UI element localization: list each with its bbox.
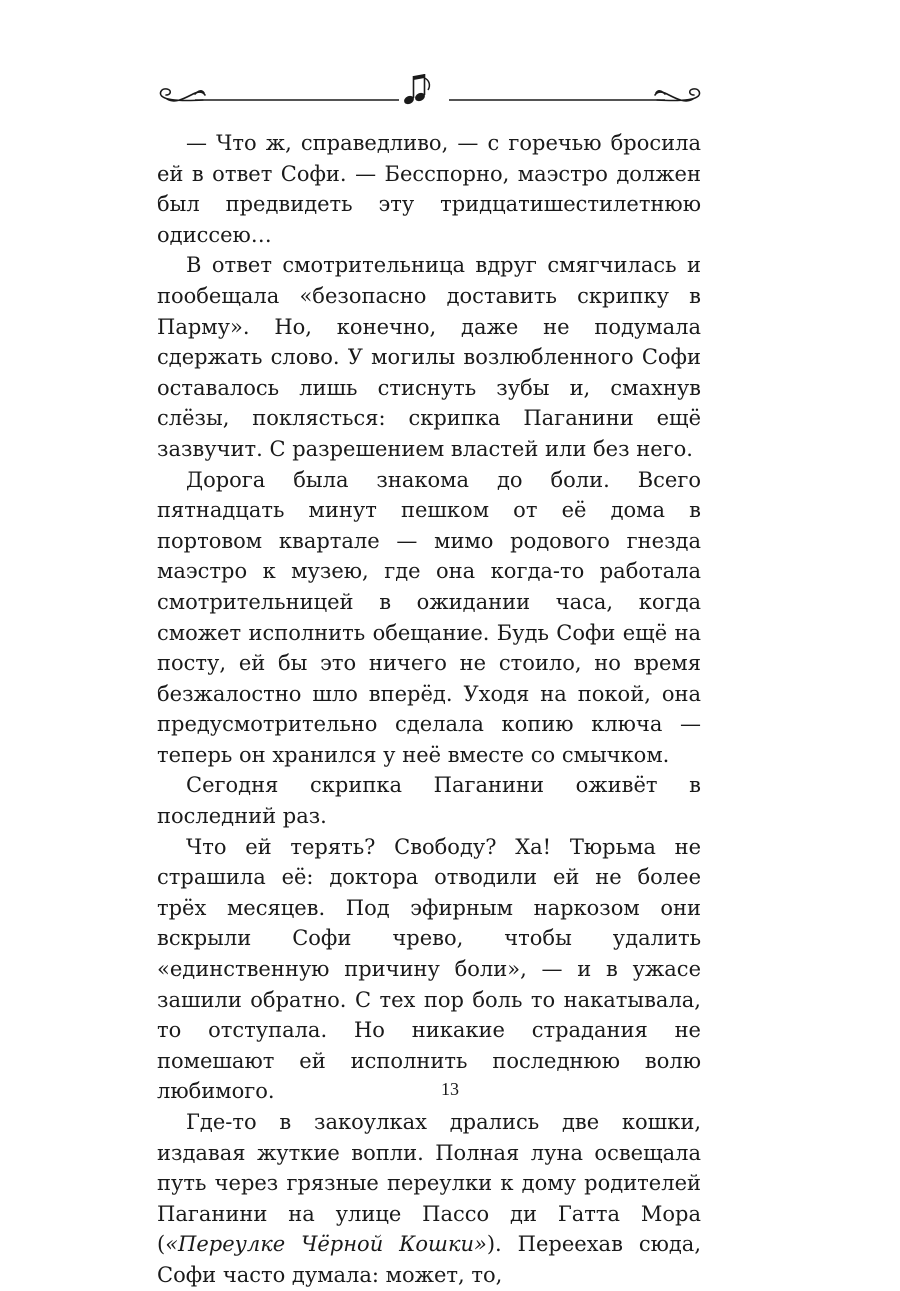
right-flourish <box>655 89 700 101</box>
text-segment: Сегодня скрипка Паганини оживёт в последний раз. <box>157 773 701 829</box>
body-text <box>157 128 701 1291</box>
paragraph <box>157 465 701 771</box>
text-segment: ). Переехав сюда, Софи часто думала: может, то, <box>157 1232 701 1287</box>
text-segment: — Что ж, справедливо, — с горечью бросила ей в ответ Софи. — Бесспорно, маэстро должен был предвидеть эту тридцатишестилетнюю одиссею… <box>157 131 701 247</box>
paragraph <box>157 832 701 1107</box>
page-number: 13 <box>441 1079 459 1099</box>
italic-street-name: «Переулке Чёрной Кошки» <box>165 1232 487 1257</box>
text-segment: Дорога была знакома до боли. Всего пятнадцать минут пешком от её дома в портовом квартале — мимо родового гнезда маэстро к музею, где она когда-то работала смотрительницей в ожидании часа, когда сможет исполнить обещание. Будь Софи ещё на посту, ей бы это ничего не стоило, но время безжалостно шло вперёд. Уходя на покой, она предусмотрительно сделала копию ключа — теперь он хранился у неё вместе со смычком. <box>157 467 701 767</box>
text-segment: В ответ смотрительница вдруг смягчилась и пообещала «безопасно доставить скрипку в Парму». Но, конечно, даже не подумала сдержать слово. У могилы возлюбленного Софи оставалось лишь стиснуть зубы и, смахнув слёзы, поклясться: скрипка Паганини ещё зазвучит. С разрешением властей или без него. <box>157 253 701 461</box>
paragraph <box>157 1107 701 1291</box>
music-note-icon <box>399 74 449 106</box>
text-segment: Что ей терять? Свободу? Ха! Тюрьма не страшила её: доктора отводили ей не более трёх месяцев. Под эфирным наркозом они вскрыли Софи чрево, чтобы удалить «единственную причину боли», — и в ужасе зашили обратно. С тех пор боль то накатывала, то отступала. Но никакие страдания не помешают ей исполнить последнюю волю любимого. <box>157 834 701 1104</box>
text-segment: Где-то в закоулках дрались две кошки, издавая жуткие вопли. Полная луна освещала путь через грязные переулки к дому родителей Паганини на улице Пассо ди Гатта Мора ( <box>157 1110 701 1257</box>
paragraph <box>157 250 701 464</box>
left-flourish <box>160 89 205 101</box>
paragraph <box>157 770 701 831</box>
header-ornament <box>155 68 705 118</box>
paragraph <box>157 128 701 250</box>
